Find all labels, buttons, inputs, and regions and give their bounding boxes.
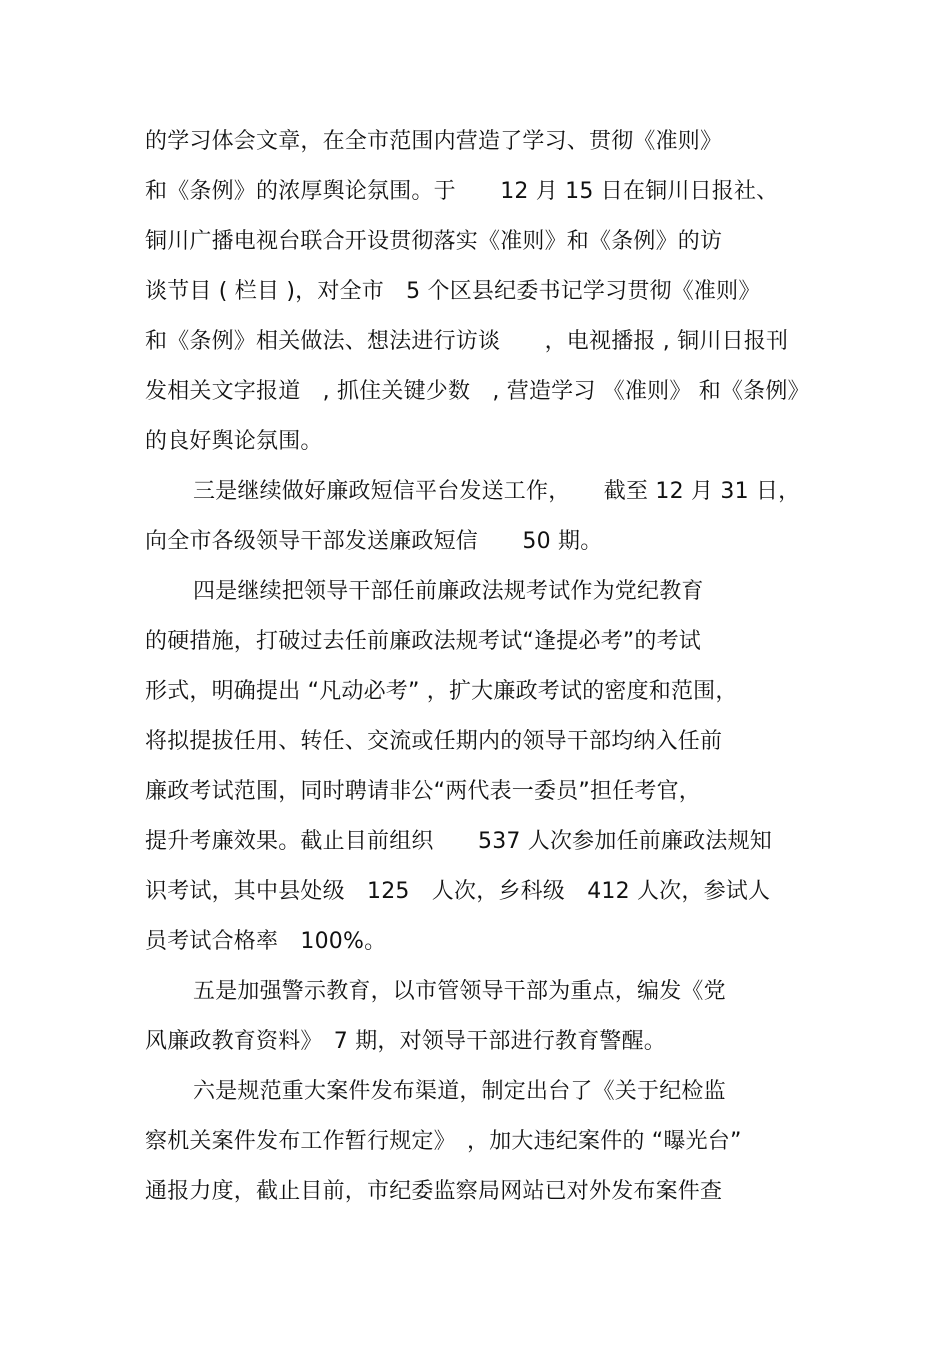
text-line: 谈节目 ( 栏目 )，对全市 5 个区县纪委书记学习贯彻《准则》: [145, 279, 761, 304]
paragraph-first-line: 三是继续做好廉政短信平台发送工作， 截至 12 月 31 日，: [193, 479, 801, 504]
text-line: 形式，明确提出 “凡动必考” ，扩大廉政考试的密度和范围，: [145, 679, 738, 704]
text-line: 和《条例》相关做法、想法进行访谈 ，电视播报 , 铜川日报刊: [145, 329, 789, 354]
text-line: 铜川广播电视台联合开设贯彻落实《准则》和《条例》的访: [145, 229, 723, 254]
text-line: 员考试合格率 100%。: [145, 929, 387, 954]
text-line: 风廉政教育资料》 7 期，对领导干部进行教育警醒。: [145, 1029, 666, 1054]
paragraph-first-line: 五是加强警示教育，以市管领导干部为重点，编发《党: [193, 979, 726, 1004]
text-line: 将拟提拔任用、转任、交流或任期内的领导干部均纳入任前: [145, 729, 723, 754]
text-line: 廉政考试范围，同时聘请非公“两代表一委员”担任考官，: [145, 779, 701, 804]
text-line: 的硬措施，打破过去任前廉政法规考试“逢提必考”的考试: [145, 629, 701, 654]
text-line: 识考试，其中县处级 125 人次，乡科级 412 人次，参试人: [145, 879, 771, 904]
text-line: 察机关案件发布工作暂行规定》 ，加大违纪案件的 “曝光台”: [145, 1129, 742, 1154]
text-line: 和《条例》的浓厚舆论氛围。于 12 月 15 日在铜川日报社、: [145, 179, 779, 204]
text-line: 提升考廉效果。截止目前组织 537 人次参加任前廉政法规知: [145, 829, 772, 854]
text-line: 通报力度，截止目前，市纪委监察局网站已对外发布案件查: [145, 1179, 723, 1204]
text-line: 向全市各级领导干部发送廉政短信 50 期。: [145, 529, 603, 554]
paragraph-first-line: 四是继续把领导干部任前廉政法规考试作为党纪教育: [193, 579, 704, 604]
paragraph-first-line: 六是规范重大案件发布渠道，制定出台了《关于纪检监: [193, 1079, 726, 1104]
text-line: 发相关文字报道 , 抓住关键少数 , 营造学习 《准则》 和《条例》: [145, 379, 810, 404]
text-line: 的良好舆论氛围。: [145, 429, 323, 454]
text-line: 的学习体会文章，在全市范围内营造了学习、贯彻《准则》: [145, 129, 723, 154]
